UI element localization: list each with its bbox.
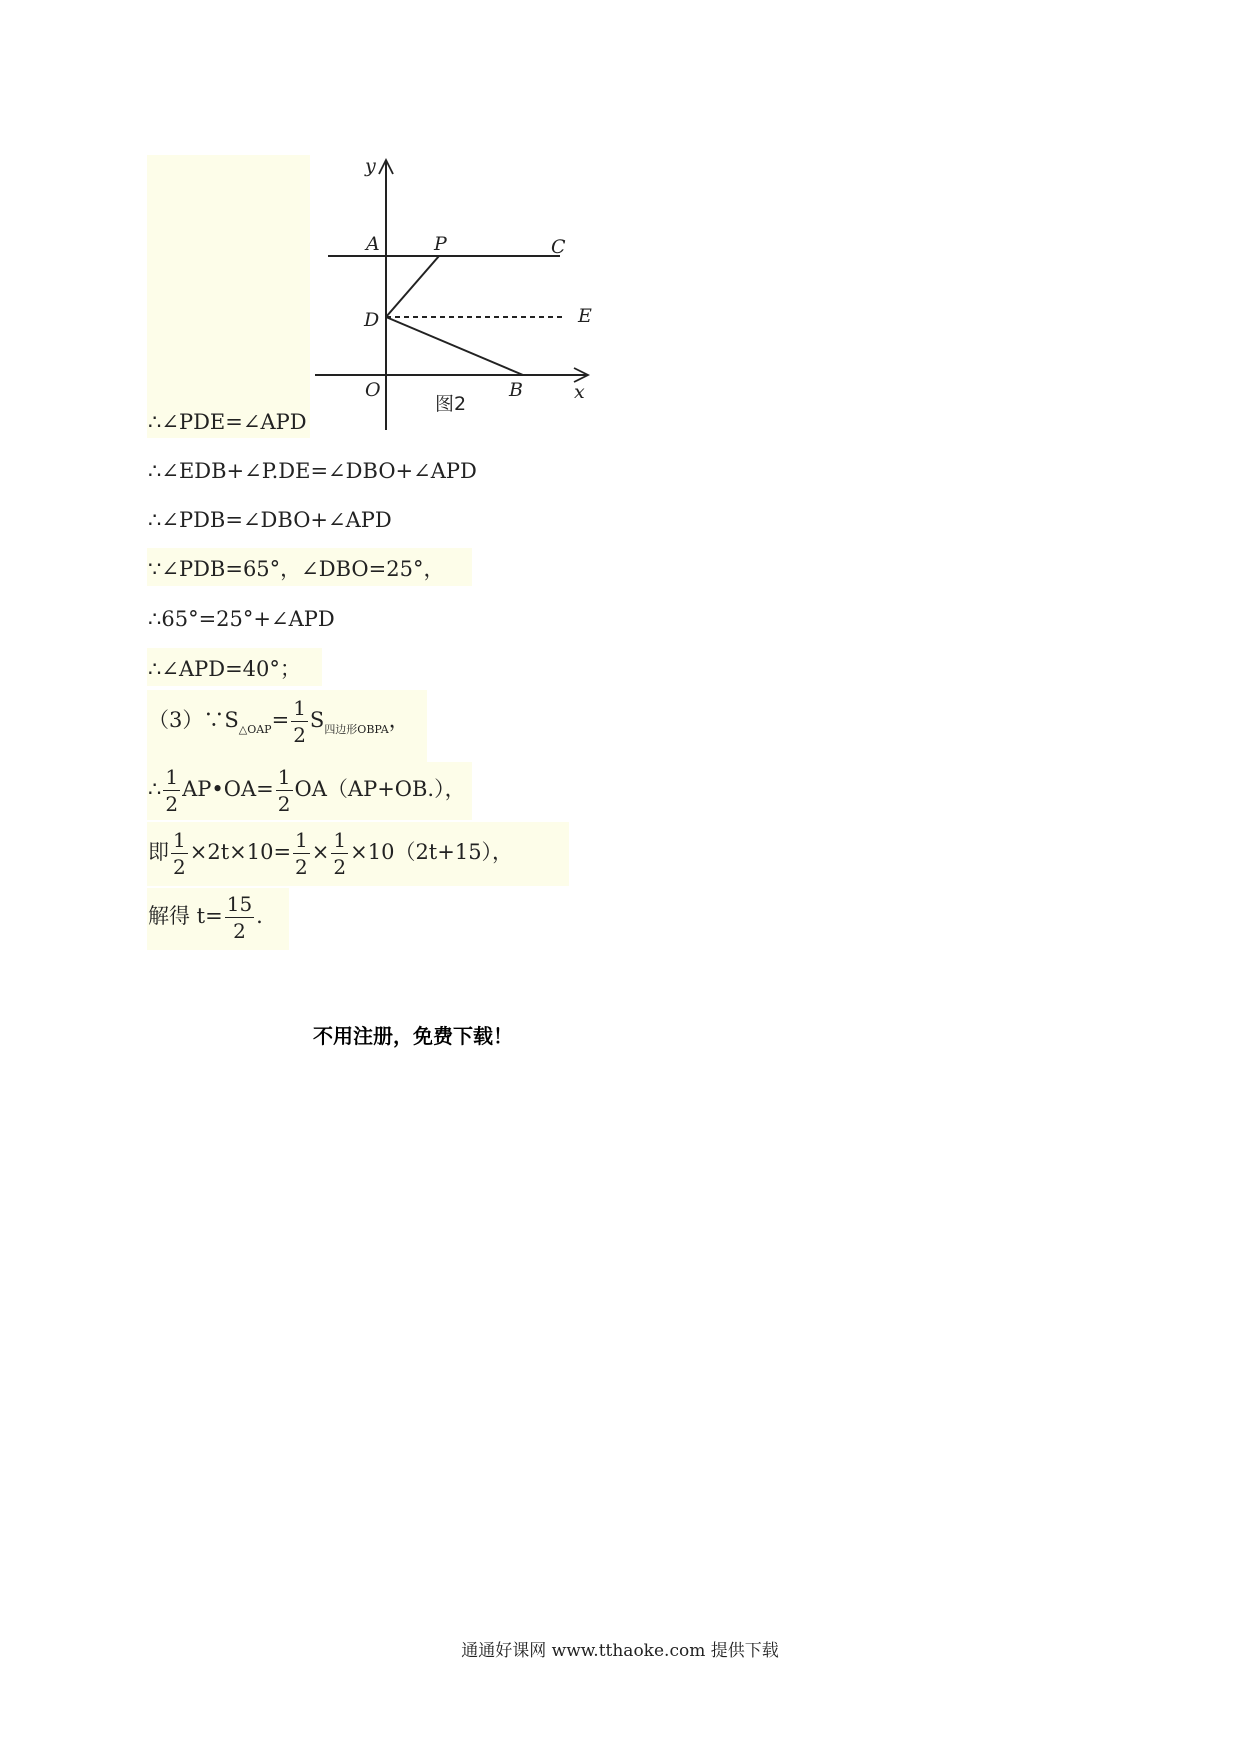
fraction: $\frac{1}{2}$ — [295, 828, 308, 879]
fraction-half: $\frac{1}{2}$ — [293, 696, 306, 747]
part3-line — [148, 698, 410, 745]
label-e: E — [578, 305, 592, 327]
step-1: ∴∠PDE=∠APD — [148, 410, 307, 434]
part3-prefix: （3）∵S — [148, 708, 239, 732]
segment-db — [386, 317, 523, 375]
label-c: C — [551, 236, 566, 258]
part3-s: S — [309, 708, 325, 732]
step-4: ∵∠PDB=65°，∠DBO=25°， — [148, 557, 445, 581]
fraction: $\frac{1}{2}$ — [173, 828, 186, 879]
label-x: x — [574, 381, 585, 403]
part3-eq: = — [271, 708, 290, 732]
part3-comma: ， — [388, 708, 410, 732]
label-y: y — [365, 155, 376, 177]
equation-1: ∴ $\frac{1}{2}$ AP•OA= $\frac{1}{2}$ OA（AP+OB.）， — [148, 765, 466, 816]
fraction: $\frac{1}{2}$ — [165, 765, 179, 816]
step-2: ∴∠EDB+∠P.DE=∠DBO+∠APD — [148, 459, 477, 483]
label-b: B — [509, 379, 523, 401]
label-o: O — [365, 379, 381, 401]
equation-2: 即 $\frac{1}{2}$ ×2t×10= $\frac{1}{2}$ × $\frac{1}{2}$ ×10（2t+15）， — [148, 828, 514, 879]
page-footer: 通通好课网 www.tthaoke.com 提供下载 — [461, 1641, 779, 1661]
geometry-figure — [0, 0, 1240, 440]
part3-sub-right: 四边形OBPA — [324, 723, 389, 736]
figure-caption: 图2 — [435, 393, 467, 415]
step-3: ∴∠PDB=∠DBO+∠APD — [148, 508, 392, 532]
part3-sub-left: △OAP — [238, 723, 272, 736]
segment-pd — [386, 256, 439, 317]
fraction: $\frac{15}{2}$ — [226, 892, 253, 943]
fraction: $\frac{1}{2}$ — [277, 765, 291, 816]
step-6: ∴∠APD=40°； — [148, 657, 301, 681]
fraction: $\frac{1}{2}$ — [333, 828, 347, 879]
label-p: P — [434, 233, 447, 255]
equation-3: 解得 t= $\frac{15}{2}$ . — [148, 892, 263, 943]
step-5: ∴65°=25°+∠APD — [148, 607, 335, 631]
label-d: D — [364, 309, 380, 331]
promo-text: 不用注册，免费下载！ — [313, 1024, 513, 1048]
label-a: A — [366, 233, 380, 255]
